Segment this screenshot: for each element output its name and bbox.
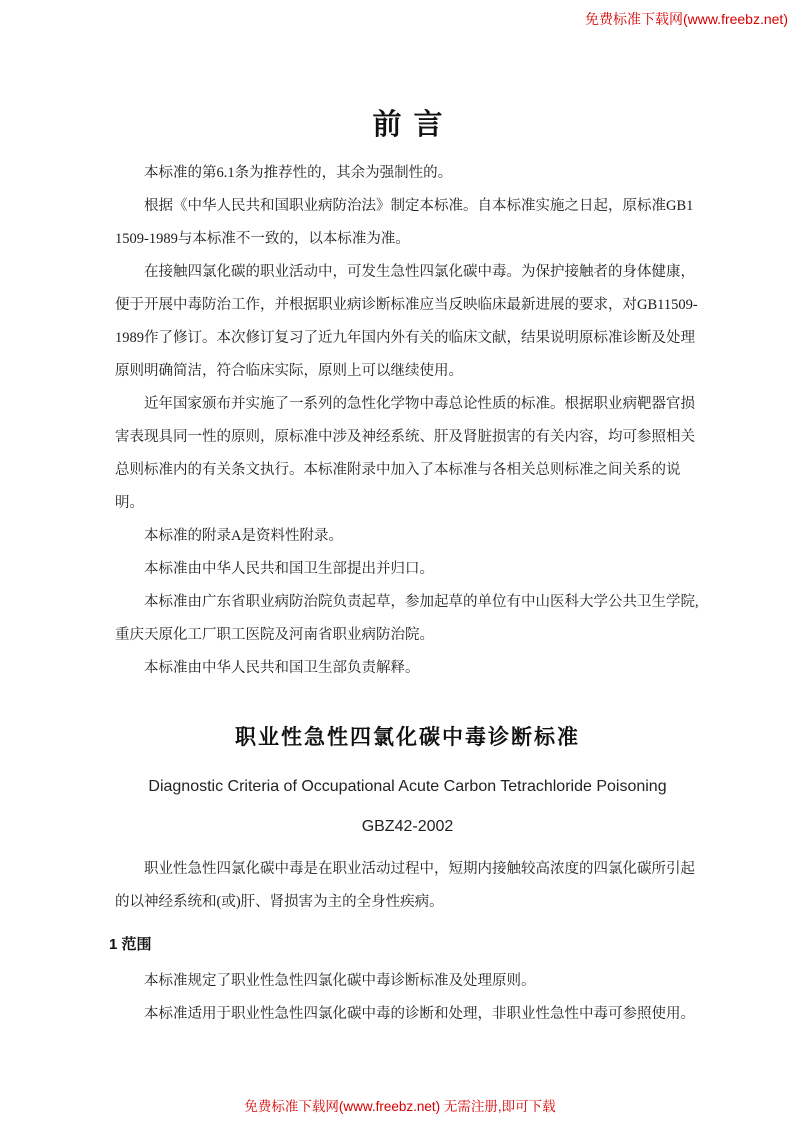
foreword-body [115, 157, 700, 685]
section-paragraph: 本标准适用于职业性急性四氯化碳中毒的诊断和处理，非职业性急性中毒可参照使用。 [144, 1006, 695, 1022]
foreword-paragraph: 本标准由广东省职业病防治院负责起草，参加起草的单位有中山医科大学公共卫生学院,重庆天原化工厂职工医院及河南省职业病防治院。 [115, 594, 699, 643]
foreword-paragraph: 根据《中华人民共和国职业病防治法》制定本标准。自本标准实施之日起，原标准GB11509-1989与本标准不一致的，以本标准为准。 [115, 198, 694, 247]
foreword-title: 前言 [372, 109, 455, 141]
footer-watermark: 免费标准下载网(www.freebz.net) 无需注册,即可下载 [244, 1099, 556, 1114]
section-paragraph: 本标准规定了职业性急性四氯化碳中毒诊断标准及处理原则。 [144, 973, 536, 989]
header-watermark: 免费标准下载网(www.freebz.net) [584, 11, 788, 27]
section-1-heading: 1 范围 [109, 936, 152, 953]
standard-intro [115, 853, 700, 919]
foreword-paragraph: 本标准由中华人民共和国卫生部负责解释。 [144, 660, 420, 676]
foreword-paragraph: 本标准的附录A是资料性附录。 [144, 528, 343, 544]
foreword-paragraph: 本标准由中华人民共和国卫生部提出并归口。 [144, 561, 434, 577]
section-1-body [115, 965, 700, 1031]
standard-title-zh: 职业性急性四氯化碳中毒诊断标准 [235, 726, 580, 749]
foreword-paragraph: 近年国家颁布并实施了一系列的急性化学物中毒总论性质的标准。根据职业病靶器官损害表现具同一性的原则，原标准中涉及神经系统、肝及肾脏损害的有关内容，均可参照相关总则标准内的有关条文执行。本标准附录中加入了本标准与各相关总则标准之间关系的说明。 [115, 396, 695, 511]
standard-title-en: Diagnostic Criteria of Occupational Acute Carbon Tetrachloride Poisoning [148, 778, 667, 795]
foreword-paragraph: 在接触四氯化碳的职业活动中，可发生急性四氯化碳中毒。为保护接触者的身体健康，便于开展中毒防治工作，并根据职业病诊断标准应当反映临床最新进展的要求，对GB11509-1989作了修订。本次修订复习了近九年国内外有关的临床文献，结果说明原标准诊断及处理原则明确简洁，符合临床实际，原则上可以继续使用。 [115, 264, 698, 379]
intro-paragraph: 职业性急性四氯化碳中毒是在职业活动过程中，短期内接触较高浓度的四氯化碳所引起的以神经系统和(或)肝、肾损害为主的全身性疾病。 [115, 861, 695, 910]
standard-code: GBZ42-2002 [361, 818, 454, 835]
foreword-paragraph: 本标准的第6.1条为推荐性的，其余为强制性的。 [144, 165, 453, 181]
